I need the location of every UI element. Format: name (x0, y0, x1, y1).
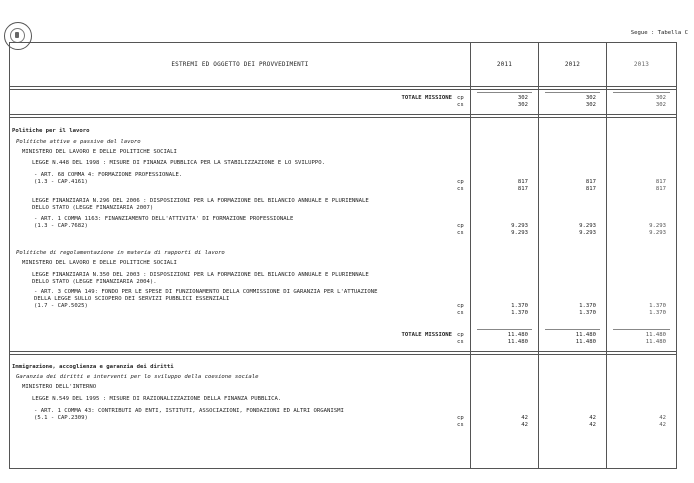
header-double-border (9, 89, 677, 90)
amount-value: 9.293 (649, 230, 666, 236)
section-separator (9, 117, 677, 118)
row-law: LEGGE FINANZIARIA N.296 DEL 2006 : DISPOSIZIONI PER LA FORMAZIONE DEL BILANCIO ANNUALE E PLURIENNALE (32, 198, 369, 204)
amount-value: 1.370 (579, 310, 596, 316)
amount-value: 42 (589, 422, 596, 428)
amount-value: 42 (589, 415, 596, 421)
amount-value: 817 (585, 179, 596, 185)
table-left-border (9, 42, 10, 469)
amount-value: 11.480 (507, 339, 528, 345)
amount-value: 302 (585, 102, 596, 108)
header-year-2013: 2013 (633, 61, 650, 68)
row-total: TOTALE MISSIONE (401, 332, 452, 338)
col-divider-3 (606, 42, 607, 469)
amount-value: 817 (517, 179, 528, 185)
amount-value: 42 (521, 422, 528, 428)
table-bottom-border (9, 468, 677, 469)
amount-type-code: cs (457, 310, 464, 316)
row-law: LEGGE N.549 DEL 1995 : MISURE DI RAZIONALIZZAZIONE DELLA FINANZA PUBBLICA. (32, 396, 282, 402)
amount-value: 302 (517, 102, 528, 108)
row-program: Garanzia dei diritti e interventi per lo sviluppo della coesione sociale (16, 374, 259, 380)
row-ministry: MINISTERO DELL'INTERNO (22, 384, 97, 390)
amount-type-code: cs (457, 422, 464, 428)
total-rule (545, 329, 600, 330)
row-article: - ART. 1 COMMA 43: CONTRIBUTI AD ENTI, ISTITUTI, ASSOCIAZIONI, FONDAZIONI ED ALTRI ORGANISMI (34, 408, 344, 414)
section-separator (9, 354, 677, 355)
amount-type-code: cp (457, 415, 464, 421)
row-law: DELLO STATO (LEGGE FINANZIARIA 2007) (32, 205, 154, 211)
row-article: - ART. 3 COMMA 149: FONDO PER LE SPESE DI FUNZIONAMENTO DELLA COMMISSIONE DI GARANZIA PER L'ATTUAZIONE (34, 289, 378, 295)
row-law: DELLO STATO (LEGGE FINANZIARIA 2004). (32, 279, 157, 285)
total-rule (613, 329, 670, 330)
continuation-note: Segue : Tabella C (630, 30, 688, 36)
amount-value: 42 (659, 422, 666, 428)
row-program: Politiche di regolamentazione in materia di rapporti di lavoro (16, 250, 225, 256)
amount-value: 42 (659, 415, 666, 421)
amount-value: 817 (655, 179, 666, 185)
header-year-2012: 2012 (564, 61, 581, 68)
total-rule (613, 92, 670, 93)
row-article: (1.7 - CAP.5025) (34, 303, 88, 309)
col-divider-2 (538, 42, 539, 469)
amount-type-code: cp (457, 95, 464, 101)
header-bottom-border (9, 86, 677, 87)
row-law: LEGGE FINANZIARIA N.350 DEL 2003 : DISPOSIZIONI PER LA FORMAZIONE DEL BILANCIO ANNUALE E PLURIENNALE (32, 272, 369, 278)
row-article: (1.3 - CAP.7682) (34, 223, 88, 229)
amount-value: 817 (655, 186, 666, 192)
row-article: - ART. 68 COMMA 4: FORMAZIONE PROFESSIONALE. (34, 172, 183, 178)
row-program: Politiche attive e passive del lavoro (16, 139, 141, 145)
total-rule (477, 329, 532, 330)
amount-type-code: cp (457, 223, 464, 229)
row-total: TOTALE MISSIONE (401, 95, 452, 101)
amount-value: 9.293 (579, 223, 596, 229)
header-description: ESTREMI ED OGGETTO DEI PROVVEDIMENTI (171, 61, 309, 68)
section-separator (9, 114, 677, 115)
amount-value: 1.370 (579, 303, 596, 309)
amount-type-code: cs (457, 230, 464, 236)
amount-value: 11.480 (575, 339, 596, 345)
amount-value: 11.480 (575, 332, 596, 338)
row-ministry: MINISTERO DEL LAVORO E DELLE POLITICHE SOCIALI (22, 149, 177, 155)
row-article: (5.1 - CAP.2309) (34, 415, 88, 421)
col-divider-1 (470, 42, 471, 469)
amount-value: 1.370 (649, 303, 666, 309)
amount-value: 11.480 (645, 339, 666, 345)
amount-value: 11.480 (645, 332, 666, 338)
amount-value: 9.293 (649, 223, 666, 229)
row-section: Immigrazione, accoglienza e garanzia dei diritti (12, 364, 174, 370)
amount-value: 9.293 (511, 230, 528, 236)
amount-type-code: cp (457, 332, 464, 338)
table-top-border (9, 42, 677, 43)
amount-type-code: cs (457, 186, 464, 192)
amount-value: 42 (521, 415, 528, 421)
row-law: LEGGE N.448 DEL 1998 : MISURE DI FINANZA PUBBLICA PER LA STABILIZZAZIONE E LO SVILUPPO. (32, 160, 325, 166)
row-ministry: MINISTERO DEL LAVORO E DELLE POLITICHE SOCIALI (22, 260, 177, 266)
total-rule (545, 92, 600, 93)
section-separator (9, 351, 677, 352)
amount-value: 9.293 (579, 230, 596, 236)
amount-value: 9.293 (511, 223, 528, 229)
amount-value: 11.480 (507, 332, 528, 338)
amount-value: 817 (585, 186, 596, 192)
row-article: - ART. 1 COMMA 1163: FINANZIAMENTO DELL'ATTIVITA' DI FORMAZIONE PROFESSIONALE (34, 216, 294, 222)
amount-type-code: cp (457, 179, 464, 185)
amount-value: 1.370 (511, 310, 528, 316)
amount-value: 1.370 (511, 303, 528, 309)
amount-type-code: cs (457, 102, 464, 108)
amount-value: 302 (655, 102, 666, 108)
row-article: (1.3 - CAP.4161) (34, 179, 88, 185)
amount-value: 302 (585, 95, 596, 101)
row-article: DELLA LEGGE SULLO SCIOPERO DEI SERVIZI PUBBLICI ESSENZIALI (34, 296, 230, 302)
amount-value: 1.370 (649, 310, 666, 316)
amount-type-code: cs (457, 339, 464, 345)
table-right-border (676, 42, 677, 469)
header-year-2011: 2011 (496, 61, 513, 68)
amount-type-code: cp (457, 303, 464, 309)
amount-value: 302 (517, 95, 528, 101)
row-section: Politiche per il lavoro (12, 128, 90, 134)
total-rule (477, 92, 532, 93)
amount-value: 817 (517, 186, 528, 192)
amount-value: 302 (655, 95, 666, 101)
